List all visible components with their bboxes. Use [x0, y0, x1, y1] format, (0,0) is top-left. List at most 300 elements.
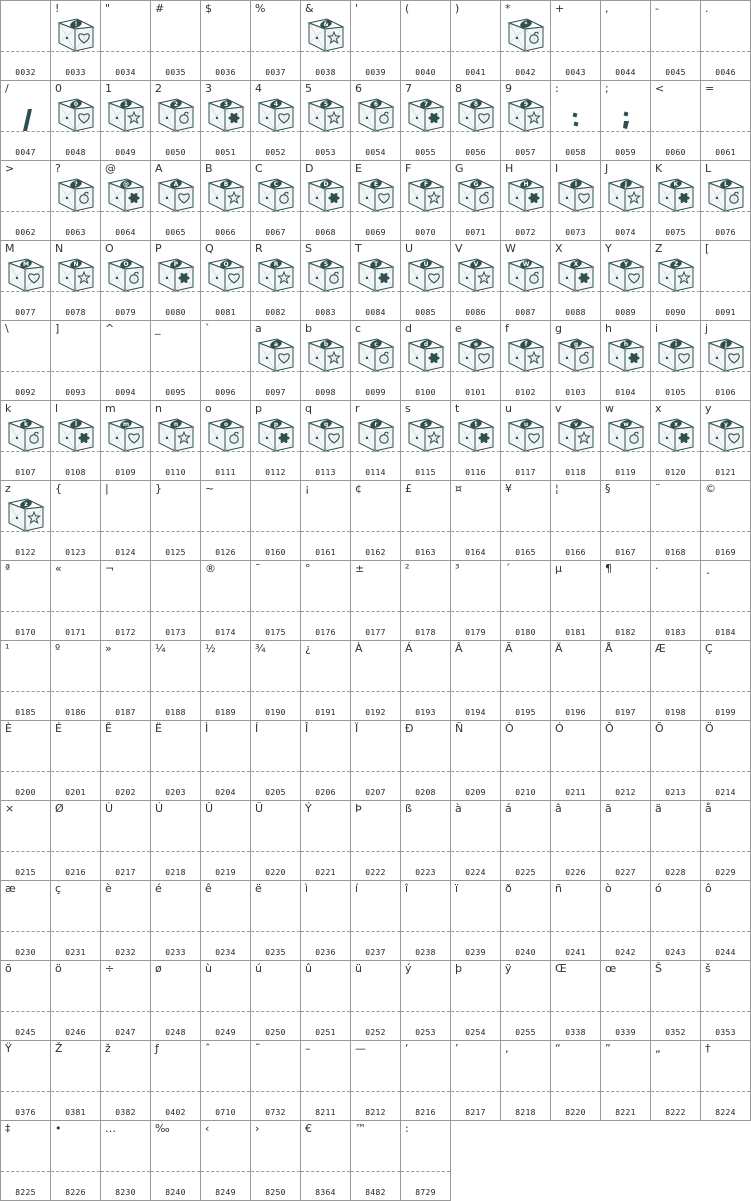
char-code: 0196 — [565, 708, 586, 717]
char-label: Y — [605, 242, 612, 255]
char-cell — [700, 240, 750, 320]
char-label: { — [55, 482, 62, 495]
char-cell — [250, 1120, 300, 1200]
char-code: 0079 — [115, 308, 136, 317]
char-cell — [450, 720, 500, 800]
char-label: 1 — [105, 82, 112, 95]
char-code: 0241 — [565, 948, 586, 957]
char-code: 0249 — [215, 1028, 236, 1037]
svg-text:T: T — [373, 261, 379, 268]
char-label: h — [605, 322, 612, 335]
char-code: 0710 — [215, 1108, 236, 1117]
baseline-divider — [451, 1091, 500, 1092]
char-label: Æ — [655, 642, 666, 655]
char-code: 0041 — [465, 68, 486, 77]
char-code: 0047 — [15, 148, 36, 157]
baseline-divider — [251, 771, 300, 772]
svg-text:L: L — [724, 181, 728, 188]
char-cell — [100, 160, 150, 240]
char-label: ² — [405, 562, 410, 575]
char-cell — [50, 1040, 100, 1120]
char-code: 0224 — [465, 868, 486, 877]
char-label: â — [555, 802, 562, 815]
char-code: 8217 — [465, 1108, 486, 1117]
char-label: ò — [605, 882, 612, 895]
char-code: 0038 — [315, 68, 336, 77]
char-code: 0181 — [565, 628, 586, 637]
baseline-divider — [501, 691, 550, 692]
svg-text:4: 4 — [273, 101, 279, 108]
char-cell — [200, 80, 250, 160]
char-code: 8240 — [165, 1188, 186, 1197]
char-cell — [700, 400, 750, 480]
svg-text:*: * — [524, 21, 528, 28]
char-code: 0208 — [415, 788, 436, 797]
char-cell — [50, 160, 100, 240]
char-cell — [150, 960, 200, 1040]
char-label: 9 — [505, 82, 512, 95]
svg-text:z: z — [24, 501, 28, 508]
char-code: 0060 — [665, 148, 686, 157]
char-label: j — [705, 322, 709, 335]
alphabet-block-apple-icon — [603, 415, 649, 455]
char-cell — [450, 960, 500, 1040]
char-label: ï — [455, 882, 459, 895]
alphabet-block-apple-icon — [303, 255, 349, 295]
svg-text:s: s — [424, 421, 428, 428]
char-code: 0381 — [65, 1108, 86, 1117]
char-code: 0253 — [415, 1028, 436, 1037]
char-label: w — [605, 402, 614, 415]
char-code: 0100 — [415, 388, 436, 397]
char-label: î — [405, 882, 409, 895]
char-label: ” — [605, 1042, 611, 1055]
char-code: 0166 — [565, 548, 586, 557]
char-code: 0117 — [515, 468, 536, 477]
char-label: ¦ — [555, 482, 559, 495]
char-code: 0244 — [715, 948, 736, 957]
char-code: 0054 — [365, 148, 386, 157]
char-cell — [250, 640, 300, 720]
char-code: 0125 — [165, 548, 186, 557]
char-code: 0098 — [315, 388, 336, 397]
char-code: 0206 — [315, 788, 336, 797]
char-label: œ — [605, 962, 617, 975]
alphabet-block-heart-icon — [53, 15, 99, 55]
char-cell — [650, 800, 700, 880]
char-code: 0245 — [15, 1028, 36, 1037]
char-code: 0108 — [65, 468, 86, 477]
char-cell — [100, 640, 150, 720]
svg-text:h: h — [623, 341, 629, 348]
char-cell — [550, 80, 600, 160]
char-label: Ö — [705, 722, 714, 735]
char-cell — [100, 240, 150, 320]
char-cell — [300, 400, 350, 480]
char-cell — [300, 80, 350, 160]
char-code: 0201 — [65, 788, 86, 797]
char-cell — [700, 80, 750, 160]
char-code: 8250 — [265, 1188, 286, 1197]
char-cell — [650, 160, 700, 240]
char-cell — [150, 1040, 200, 1120]
char-code: 0106 — [715, 388, 736, 397]
char-label: Í — [255, 722, 259, 735]
baseline-divider — [201, 371, 250, 372]
char-cell — [400, 240, 450, 320]
char-code: 0246 — [65, 1028, 86, 1037]
baseline-divider — [451, 1011, 500, 1012]
char-label: . — [705, 2, 709, 15]
char-label: ~ — [205, 482, 215, 495]
baseline-divider — [151, 1171, 200, 1172]
baseline-divider — [51, 851, 100, 852]
svg-text:H: H — [523, 181, 529, 188]
char-label: ¤ — [455, 482, 462, 495]
char-cell — [300, 960, 350, 1040]
svg-text:t: t — [474, 421, 478, 428]
char-label: ¿ — [305, 642, 311, 655]
char-label: W — [505, 242, 516, 255]
baseline-divider — [401, 771, 450, 772]
char-label: H — [505, 162, 514, 175]
baseline-divider — [151, 691, 200, 692]
char-label: ð — [505, 882, 512, 895]
char-cell — [250, 880, 300, 960]
char-cell — [400, 80, 450, 160]
alphabet-block-flower-icon — [653, 415, 699, 455]
char-code: 0064 — [115, 228, 136, 237]
alphabet-block-heart-icon — [253, 95, 299, 135]
char-label: n — [155, 402, 162, 415]
char-label: ü — [355, 962, 362, 975]
char-code: 0088 — [565, 308, 586, 317]
char-cell — [50, 240, 100, 320]
char-code: 8225 — [15, 1188, 36, 1197]
char-label: ÿ — [505, 962, 512, 975]
char-label: ¡ — [305, 482, 310, 495]
alphabet-block-flower-icon — [53, 415, 99, 455]
svg-text:w: w — [623, 421, 629, 428]
alphabet-block-star-icon — [303, 335, 349, 375]
alphabet-block-apple-icon — [203, 415, 249, 455]
char-code: 0189 — [215, 708, 236, 717]
char-label: t — [455, 402, 460, 415]
char-cell — [350, 560, 400, 640]
char-cell — [500, 160, 550, 240]
char-label: \ — [5, 322, 9, 335]
char-label: ™ — [355, 1122, 366, 1135]
svg-text:8: 8 — [473, 101, 479, 108]
char-code: 8226 — [65, 1188, 86, 1197]
char-cell — [50, 880, 100, 960]
char-label: Ê — [105, 722, 112, 735]
char-label: ‚ — [505, 1042, 509, 1055]
char-code: 0089 — [615, 308, 636, 317]
char-label: 2 — [155, 82, 162, 95]
alphabet-block-apple-icon — [53, 175, 99, 215]
char-code: 0076 — [715, 228, 736, 237]
baseline-divider — [201, 1091, 250, 1092]
baseline-divider — [51, 1091, 100, 1092]
baseline-divider — [601, 1011, 650, 1012]
svg-text:N: N — [73, 261, 79, 268]
char-code: 0338 — [565, 1028, 586, 1037]
char-code: 0209 — [465, 788, 486, 797]
baseline-divider — [701, 691, 750, 692]
svg-text:p: p — [273, 421, 279, 428]
char-label: Œ — [555, 962, 567, 975]
char-label: * — [505, 2, 511, 15]
baseline-divider — [1, 611, 50, 612]
char-cell — [600, 960, 650, 1040]
baseline-divider — [101, 771, 150, 772]
char-cell — [700, 320, 750, 400]
alphabet-block-flower-icon — [303, 175, 349, 215]
baseline-divider — [651, 51, 700, 52]
baseline-divider — [101, 1171, 150, 1172]
char-code: 0251 — [315, 1028, 336, 1037]
char-label: ì — [305, 882, 309, 895]
char-cell — [350, 80, 400, 160]
char-label: x — [655, 402, 662, 415]
alphabet-block-flower-icon — [503, 175, 549, 215]
baseline-divider — [451, 931, 500, 932]
char-code: 0086 — [465, 308, 486, 317]
char-cell — [650, 960, 700, 1040]
baseline-divider — [301, 691, 350, 692]
char-cell — [600, 560, 650, 640]
char-cell — [550, 880, 600, 960]
char-cell — [600, 400, 650, 480]
char-label: © — [705, 482, 716, 495]
alphabet-block-star-icon — [603, 175, 649, 215]
char-cell — [400, 480, 450, 560]
baseline-divider — [1, 771, 50, 772]
char-label: ! — [55, 2, 60, 15]
baseline-divider — [551, 931, 600, 932]
char-cell — [250, 80, 300, 160]
char-cell — [450, 480, 500, 560]
char-code: 0111 — [215, 468, 236, 477]
char-label: B — [205, 162, 213, 175]
char-code: 0163 — [415, 548, 436, 557]
char-code: 0094 — [115, 388, 136, 397]
char-cell — [0, 640, 50, 720]
char-cell — [0, 1120, 50, 1200]
baseline-divider — [151, 611, 200, 612]
baseline-divider — [651, 851, 700, 852]
baseline-divider — [601, 691, 650, 692]
char-label: v — [555, 402, 562, 415]
char-code: 0194 — [465, 708, 486, 717]
char-cell — [250, 160, 300, 240]
char-label: « — [55, 562, 62, 575]
char-label: Å — [605, 642, 613, 655]
char-cell — [150, 480, 200, 560]
char-label: : — [405, 1122, 409, 1135]
char-code: 8482 — [365, 1188, 386, 1197]
char-label: y — [705, 402, 712, 415]
char-label: ( — [405, 2, 410, 15]
char-code: 0213 — [665, 788, 686, 797]
baseline-divider — [401, 851, 450, 852]
alphabet-block-flower-icon — [653, 175, 699, 215]
char-code: 0382 — [115, 1108, 136, 1117]
char-cell — [550, 800, 600, 880]
char-label: 5 — [305, 82, 312, 95]
char-label: A — [155, 162, 163, 175]
char-label: ] — [55, 322, 60, 335]
char-label: ß — [405, 802, 412, 815]
char-code: 0070 — [415, 228, 436, 237]
baseline-divider — [401, 1091, 450, 1092]
svg-text:e: e — [473, 341, 479, 348]
char-cell — [500, 80, 550, 160]
baseline-divider — [201, 531, 250, 532]
svg-text:y: y — [724, 421, 728, 428]
char-code: 0032 — [15, 68, 36, 77]
svg-text:q: q — [323, 421, 329, 428]
svg-text:V: V — [473, 261, 479, 268]
alphabet-block-heart-icon — [53, 95, 99, 135]
svg-text:R: R — [273, 261, 279, 268]
char-code: 0195 — [515, 708, 536, 717]
char-cell — [400, 400, 450, 480]
baseline-divider — [201, 691, 250, 692]
baseline-divider — [301, 851, 350, 852]
baseline-divider — [351, 1011, 400, 1012]
char-label: ‰ — [155, 1122, 170, 1135]
char-code: 0229 — [715, 868, 736, 877]
char-cell — [450, 800, 500, 880]
char-cell — [650, 640, 700, 720]
char-cell — [300, 1040, 350, 1120]
char-cell — [300, 160, 350, 240]
svg-text:n: n — [173, 421, 179, 428]
char-label: s — [405, 402, 411, 415]
grid-full-bottom-edge — [450, 1120, 751, 1121]
char-code: 0217 — [115, 868, 136, 877]
char-cell — [100, 1120, 150, 1200]
char-code: 0216 — [65, 868, 86, 877]
svg-text:J: J — [624, 181, 628, 188]
char-label: 3 — [205, 82, 212, 95]
char-code: 0200 — [15, 788, 36, 797]
alphabet-block-heart-icon — [103, 415, 149, 455]
svg-text:Q: Q — [223, 261, 229, 268]
char-cell — [300, 640, 350, 720]
svg-text:9: 9 — [523, 101, 529, 108]
baseline-divider — [551, 611, 600, 612]
svg-text:K: K — [673, 181, 679, 188]
char-cell — [200, 560, 250, 640]
alphabet-block-heart-icon — [203, 255, 249, 295]
char-cell — [650, 0, 700, 80]
baseline-divider — [501, 771, 550, 772]
svg-text:U: U — [423, 261, 429, 268]
alphabet-block-apple-icon — [553, 335, 599, 375]
char-label: k — [5, 402, 12, 415]
char-label: · — [655, 562, 659, 575]
char-label: Ï — [355, 722, 359, 735]
svg-text:o: o — [223, 421, 229, 428]
char-label: Ã — [505, 642, 513, 655]
char-label: Ô — [605, 722, 614, 735]
char-label: ¢ — [355, 482, 362, 495]
baseline-divider — [51, 1171, 100, 1172]
char-code: 8230 — [115, 1188, 136, 1197]
baseline-divider — [251, 1011, 300, 1012]
baseline-divider — [201, 1011, 250, 1012]
baseline-divider — [1, 211, 50, 212]
char-cell — [350, 1040, 400, 1120]
char-code: 8220 — [565, 1108, 586, 1117]
char-code: 0204 — [215, 788, 236, 797]
alphabet-block-flower-icon — [253, 415, 299, 455]
char-cell — [250, 400, 300, 480]
char-cell — [400, 800, 450, 880]
char-label: û — [305, 962, 312, 975]
char-label: l — [55, 402, 59, 415]
baseline-divider — [701, 131, 750, 132]
baseline-divider — [251, 51, 300, 52]
char-label: ñ — [555, 882, 562, 895]
baseline-divider — [201, 851, 250, 852]
char-cell — [150, 240, 200, 320]
char-code: 0050 — [165, 148, 186, 157]
alphabet-block-star-icon — [403, 415, 449, 455]
char-cell — [250, 0, 300, 80]
svg-text:l: l — [74, 421, 78, 428]
svg-text:C: C — [273, 181, 279, 188]
baseline-divider — [101, 931, 150, 932]
alphabet-block-heart-icon — [253, 335, 299, 375]
alphabet-block-star-icon — [503, 335, 549, 375]
char-code: 0234 — [215, 948, 236, 957]
char-cell — [350, 400, 400, 480]
char-label: ä — [655, 802, 662, 815]
char-code: 0353 — [715, 1028, 736, 1037]
baseline-divider — [401, 931, 450, 932]
char-cell — [400, 560, 450, 640]
char-label: Ú — [155, 802, 164, 815]
char-code: 0190 — [265, 708, 286, 717]
char-cell — [550, 480, 600, 560]
svg-text:E: E — [373, 181, 379, 188]
char-label: š — [705, 962, 711, 975]
char-label: è — [105, 882, 112, 895]
char-code: 0202 — [115, 788, 136, 797]
char-code: 0248 — [165, 1028, 186, 1037]
char-cell — [650, 480, 700, 560]
char-cell — [600, 80, 650, 160]
baseline-divider — [351, 771, 400, 772]
char-code: 0107 — [15, 468, 36, 477]
baseline-divider — [601, 1091, 650, 1092]
char-code: 0254 — [465, 1028, 486, 1037]
char-code: 0232 — [115, 948, 136, 957]
alphabet-block-apple-icon — [253, 175, 299, 215]
char-label: — — [355, 1042, 366, 1055]
char-cell — [200, 720, 250, 800]
svg-text:S: S — [323, 261, 329, 268]
char-code: 0203 — [165, 788, 186, 797]
char-cell — [450, 320, 500, 400]
baseline-divider — [701, 771, 750, 772]
char-label: J — [605, 162, 609, 175]
char-label: µ — [555, 562, 562, 575]
